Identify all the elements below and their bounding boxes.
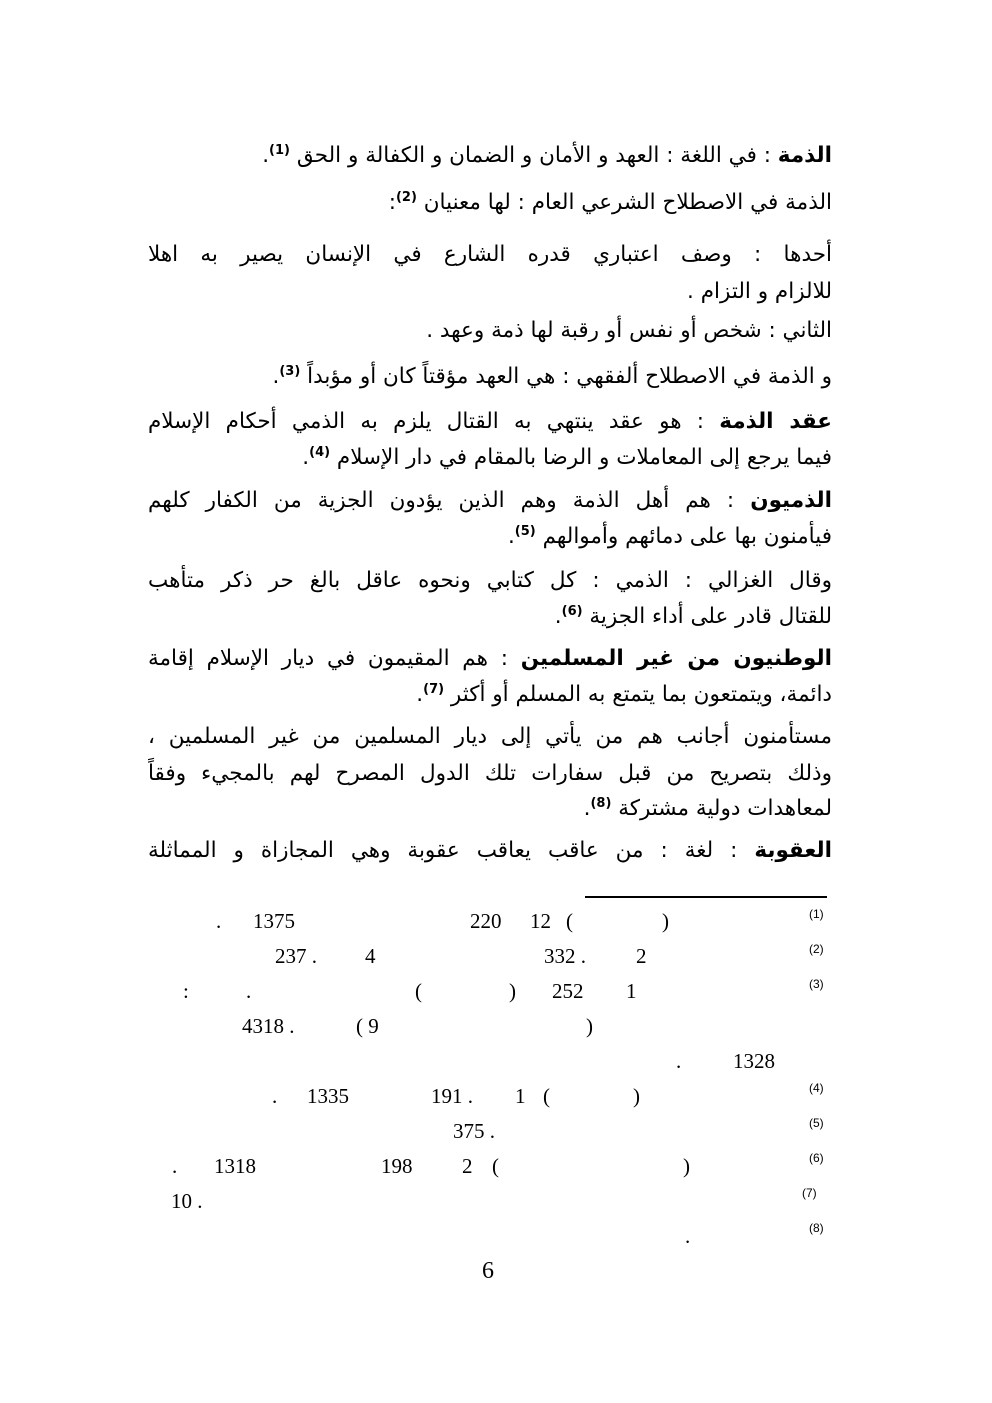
footnote-ref-6: (6): [561, 603, 583, 619]
aqd-dhimma-line-1: عقد الذمة : هو عقد ينتهي به القتال يلزم به الذمي أحكام الإسلام: [148, 409, 832, 434]
footnote-ref-1: (1): [269, 142, 290, 158]
page-number: 6: [482, 1258, 494, 1284]
footnote-number: (1): [809, 907, 824, 921]
footnote-ref-5: (5): [514, 523, 536, 539]
footnote-ref-8: (8): [590, 795, 612, 811]
footnote-number: (5): [809, 1116, 824, 1130]
non-muslim-citizens-line-1: الوطنيون من غير المسلمين : هم المقيمون في ديار الإسلام إقامة: [148, 646, 832, 671]
footnote-number: (8): [809, 1221, 824, 1235]
ghazali-line-2: للقتال قادر على أداء الجزية $^{(6)}$.: [554, 603, 832, 629]
non-muslim-citizens-line-2: دائمة، ويتمتعون بما يتمتع به المسلم أو أكثر $^{(7)}$.: [416, 681, 832, 707]
mustaminun-line-1: مستأمنون أجانب هم من يأتي إلى ديار المسلمين من غير المسلمين ،: [148, 724, 832, 749]
definition-dhimma-fiqh: و الذمة في الاصطلاح ألفقهي : هي العهد مؤقتاً كان أو مؤبداً $^{(3)}$.: [272, 363, 832, 389]
meaning-one-line-2: للالزام و التزام .: [687, 279, 832, 304]
footnote-number: (7): [802, 1186, 817, 1200]
footnote-number: (6): [809, 1151, 824, 1165]
term-dhimma: الذمة: [777, 143, 832, 168]
footnote-ref-3: (3): [279, 363, 301, 379]
term-dhimmis: الذميون: [750, 488, 832, 513]
meaning-one-line-1: أحدها : وصف اعتباري قدره الشارع في الإنسان يصير به اهلا: [148, 242, 832, 267]
footnote-number: (3): [809, 977, 824, 991]
ghazali-line-1: وقال الغزالي : الذمي : كل كتابي ونحوه عاقل بالغ حر ذكر متأهب: [148, 568, 832, 593]
dhimmis-line-2: فيأمنون بها على دمائهم وأموالهم $^{(5)}$.: [507, 523, 832, 549]
definition-dhimma-sharia: الذمة في الاصطلاح الشرعي العام : لها معنيان $^{(2)}$:: [388, 189, 832, 215]
term-non-muslim-citizens: الوطنيون من غير المسلمين: [520, 646, 832, 671]
footnote-number: (4): [809, 1081, 824, 1095]
mustaminun-line-2: وذلك بتصريح من قبل سفارات تلك الدول المصرح لهم بالمجيء وفقاً: [148, 761, 832, 786]
footnote-ref-7: (7): [423, 681, 445, 697]
uquba-definition: العقوبة : لغة : من عاقب يعاقب عقوبة وهي المجازاة و المماثلة: [148, 838, 832, 863]
mustaminun-line-3: لمعاهدات دولية مشتركة $^{(8)}$.: [583, 795, 832, 821]
footnote-ref-4: (4): [309, 444, 331, 460]
aqd-dhimma-line-2: فيما يرجع إلى المعاملات و الرضا بالمقام في دار الإسلام $^{(4)}$.: [302, 444, 832, 470]
dhimmis-line-1: الذميون : هم أهل الذمة وهم الذين يؤدون الجزية من الكفار كلهم: [148, 488, 832, 513]
footnote-ref-2: (2): [395, 189, 417, 205]
term-uquba: العقوبة: [754, 838, 832, 863]
footnote-separator: [585, 896, 827, 898]
definition-dhimma-language: الذمة : في اللغة : العهد و الأمان و الضمان و الكفالة و الحق $^{(1)}$.: [262, 142, 832, 168]
document-page: الذمة : في اللغة : العهد و الأمان و الضمان و الكفالة و الحق $^{(1)}$. الذمة في الاصطلاح الشرعي العام : لها معنيان $^{(2)}$: أحدها : وصف اعتباري قدره الشارع في الإنسان يصير به اهلا للالزام و التزام . الثاني : شخص أو نفس أو رقبة لها ذمة وعهد . و الذمة في الاصطلاح ألفقهي : هي العهد مؤقتاً كان أو مؤبداً $^{(3)}$. عقد الذمة : هو عقد ينتهي به القتال يلزم به الذمي أحكام الإسلام فيما يرجع إلى المعاملات و الرضا بالمقام في دار الإسلام $^{(4)}$. الذميون : هم أهل الذمة وهم الذين يؤدون الجزية من الكفار كلهم فيأمنون بها على دمائهم وأموالهم $^{(5)}$. وقال الغزالي : الذمي : كل كتابي ونحوه عاقل بالغ حر ذكر متأهب للقتال قادر على أداء الجزية $^{(6)}$. الوطنيون من غير المسلمين : هم المقيمون في ديار الإسلام إقامة دائمة، ويتمتعون بما يتمتع به المسلم أو أكثر $^{(7)}$. مستأمنون أجانب هم من يأتي إلى ديار المسلمين من غير المسلمين ، وذلك بتصريح من قبل سفارات تلك الدول المصرح لهم بالمجيء وفقاً لمعاهدات دولية مشتركة $^{(8)}$. العقوبة : لغة : من عاقب يعاقب عقوبة وهي المجازاة و المماثلة (1) ) ( 12 220 1375 . (2) 2 332 . 4 237 . (3) 1 252 ) ( . : ) ( 9 4318 . . 1328 (4) ) ( 1 191 . 1335 . (5) 375 . (6) ) ( 2 198 1318 . (7) 10 . (8) . 6: [0, 0, 992, 1403]
meaning-two: الثاني : شخص أو نفس أو رقبة لها ذمة وعهد .: [426, 318, 832, 343]
term-aqd-dhimma: عقد الذمة: [719, 409, 832, 434]
footnote-number: (2): [809, 942, 824, 956]
